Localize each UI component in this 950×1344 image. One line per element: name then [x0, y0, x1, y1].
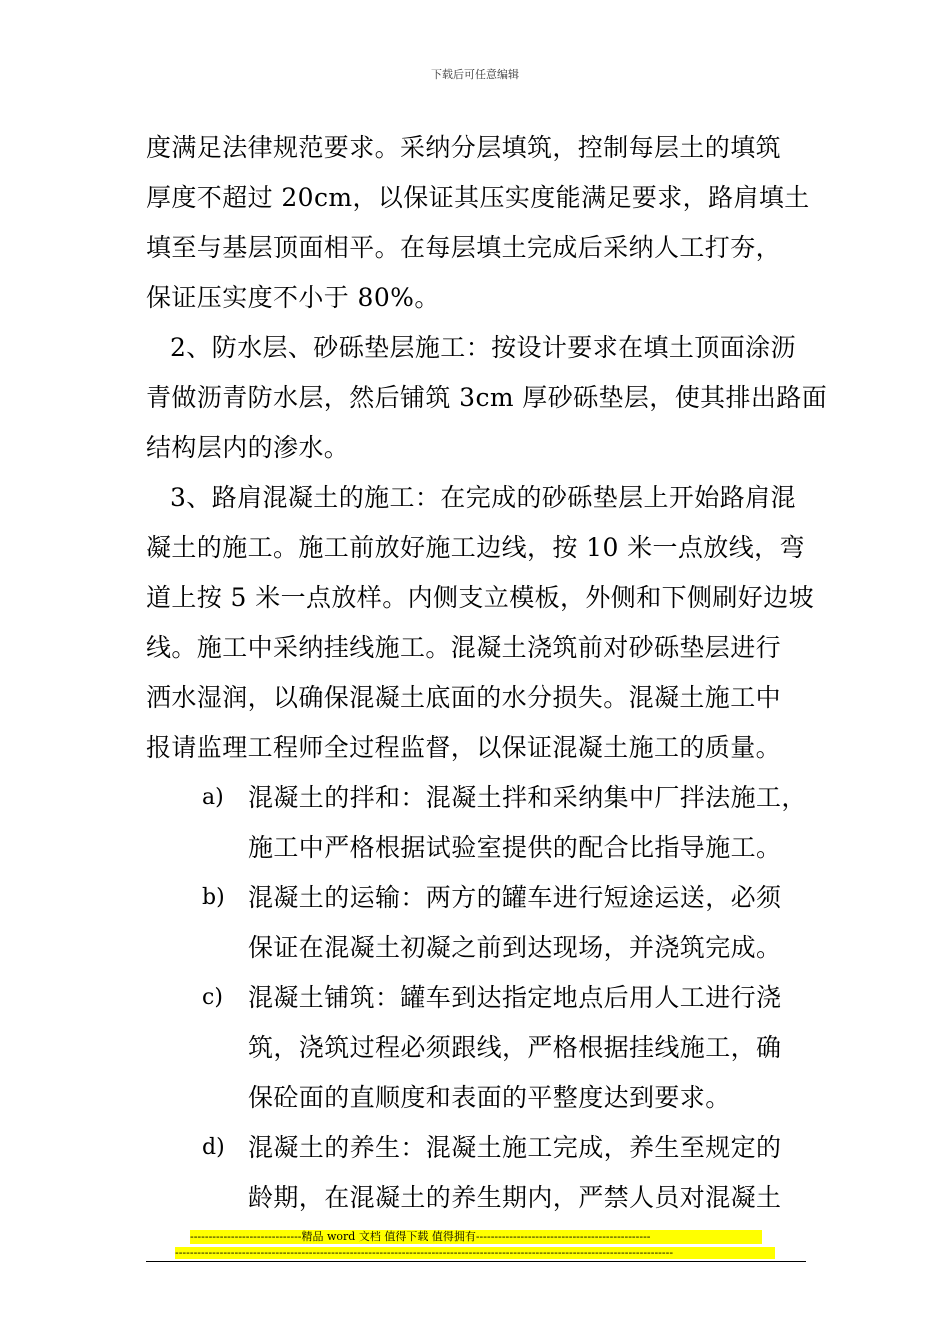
list-item-line: 保砼面的直顺度和表面的平整度达到要求。 — [248, 1083, 731, 1112]
list-item-line: 混凝土的拌和：混凝土拌和采纳集中厂拌法施工， — [248, 783, 807, 812]
body-line: 洒水湿润，以确保混凝土底面的水分损失。混凝土施工中 — [146, 683, 782, 712]
body-line: 保证压实度不小于 80%。 — [146, 283, 440, 312]
body-line: 填至与基层顶面相平。在每层填土完成后采纳人工打夯， — [146, 233, 782, 262]
list-marker: a) — [202, 785, 224, 810]
body-line: 3、路肩混凝土的施工：在完成的砂砾垫层上开始路肩混 — [170, 483, 796, 512]
list-marker: c) — [202, 985, 223, 1010]
body-line: 2、防水层、砂砾垫层施工：按设计要求在填土顶面涂沥 — [170, 333, 796, 362]
body-line: 道上按 5 米一点放样。内侧支立模板，外侧和下侧刷好边坡 — [146, 583, 815, 612]
footer-rule — [146, 1261, 806, 1262]
body-line: 报请监理工程师全过程监督，以保证混凝土施工的质量。 — [146, 733, 782, 762]
body-line: 厚度不超过 20cm，以保证其压实度能满足要求，路肩填土 — [146, 183, 810, 212]
list-item-line: 龄期，在混凝土的养生期内，严禁人员对混凝土 — [248, 1183, 782, 1212]
list-item-line: 混凝土的运输：两方的罐车进行短途运送，必须 — [248, 883, 782, 912]
list-item-line: 混凝土铺筑：罐车到达指定地点后用人工进行浇 — [248, 983, 782, 1012]
list-item-line: 施工中严格根据试验室提供的配合比指导施工。 — [248, 833, 782, 862]
body-line: 结构层内的渗水。 — [146, 433, 350, 462]
header-note: 下载后可任意编辑 — [431, 68, 519, 81]
list-marker: d) — [202, 1135, 225, 1160]
body-line: 青做沥青防水层，然后铺筑 3cm 厚砂砾垫层，使其排出路面 — [146, 383, 828, 412]
list-marker: b) — [202, 885, 225, 910]
list-item-line: 混凝土的养生：混凝土施工完成，养生至规定的 — [248, 1133, 782, 1162]
body-line: 度满足法律规范要求。采纳分层填筑，控制每层土的填筑 — [146, 133, 782, 162]
list-item-line: 保证在混凝土初凝之前到达现场，并浇筑完成。 — [248, 933, 782, 962]
footer-dashes: -------------------------------------------------------------------------------------------------------------------------------------- — [175, 1247, 775, 1259]
body-line: 凝土的施工。施工前放好施工边线，按 10 米一点放线，弯 — [146, 533, 805, 562]
body-line: 线。施工中采纳挂线施工。混凝土浇筑前对砂砾垫层进行 — [146, 633, 782, 662]
list-item-line: 筑，浇筑过程必须跟线，严格根据挂线施工，确 — [248, 1033, 782, 1062]
footer-banner: ------------------------------精品 word 文档 值得下载 值得拥有----------------------------------------------- — [190, 1230, 762, 1244]
